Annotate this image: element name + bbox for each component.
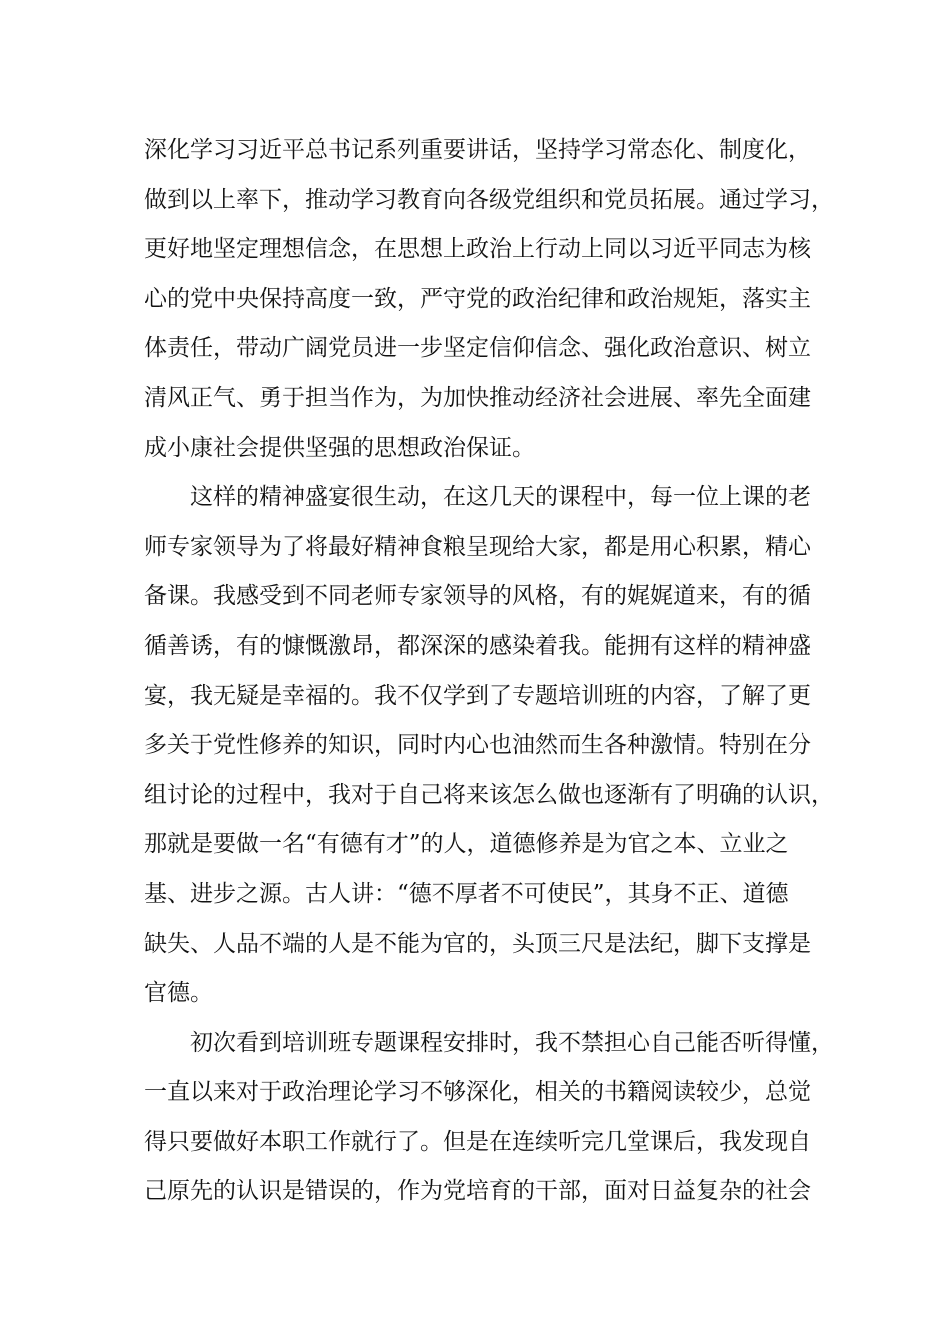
text-line: 官德。 — [144, 980, 213, 1007]
text-line: 师专家领导为了将最好精神食粮呈现给大家，都是用心积累，精心 — [144, 533, 811, 560]
text-line: 组讨论的过程中，我对于自己将来该怎么做也逐渐有了明确的认识， — [144, 781, 834, 808]
text-line: 清风正气、勇于担当作为，为加快推动经济社会进展、率先全面建 — [144, 384, 811, 411]
text-line: 成小康社会提供坚强的思想政治保证。 — [144, 434, 535, 461]
text-line: 备课。我感受到不同老师专家领导的风格，有的娓娓道来，有的循 — [144, 583, 811, 610]
text-line: 得只要做好本职工作就行了。但是在连续听完几堂课后，我发现自 — [144, 1128, 811, 1155]
text-line: 循善诱，有的慷慨激昂，都深深的感染着我。能拥有这样的精神盛 — [144, 632, 811, 659]
text-line: 多关于党性修养的知识，同时内心也油然而生各种激情。特别在分 — [144, 732, 811, 759]
text-line: 一直以来对于政治理论学习不够深化，相关的书籍阅读较少，总觉 — [144, 1079, 811, 1106]
text-line: 体责任，带动广阔党员进一步坚定信仰信念、强化政治意识、树立 — [144, 335, 811, 362]
text-line: 己原先的认识是错误的，作为党培育的干部，面对日益复杂的社会 — [144, 1178, 811, 1205]
text-line: 那就是要做一名“有德有才”的人，道德修养是为官之本、立业之 — [144, 831, 789, 858]
text-line: 心的党中央保持高度一致，严守党的政治纪律和政治规矩，落实主 — [144, 285, 811, 312]
text-line: 更好地坚定理想信念，在思想上政治上行动上同以习近平同志为核 — [144, 236, 811, 263]
text-line: 深化学习习近平总书记系列重要讲话，坚持学习常态化、制度化， — [144, 137, 811, 163]
text-line: 做到以上率下，推动学习教育向各级党组织和党员拓展。通过学习， — [144, 186, 834, 213]
paragraph-first-line: 这样的精神盛宴很生动，在这几天的课程中，每一位上课的老 — [190, 484, 811, 511]
paragraph-first-line: 初次看到培训班专题课程安排时，我不禁担心自己能否听得懂， — [190, 1029, 834, 1056]
text-line: 宴，我无疑是幸福的。我不仅学到了专题培训班的内容，了解了更 — [144, 682, 811, 709]
text-line: 缺失、人品不端的人是不能为官的，头顶三尺是法纪，脚下支撑是 — [144, 930, 811, 957]
body-text — [144, 126, 844, 1217]
text-line: 基、进步之源。古人讲：“德不厚者不可使民”，其身不正、道德 — [144, 880, 789, 907]
